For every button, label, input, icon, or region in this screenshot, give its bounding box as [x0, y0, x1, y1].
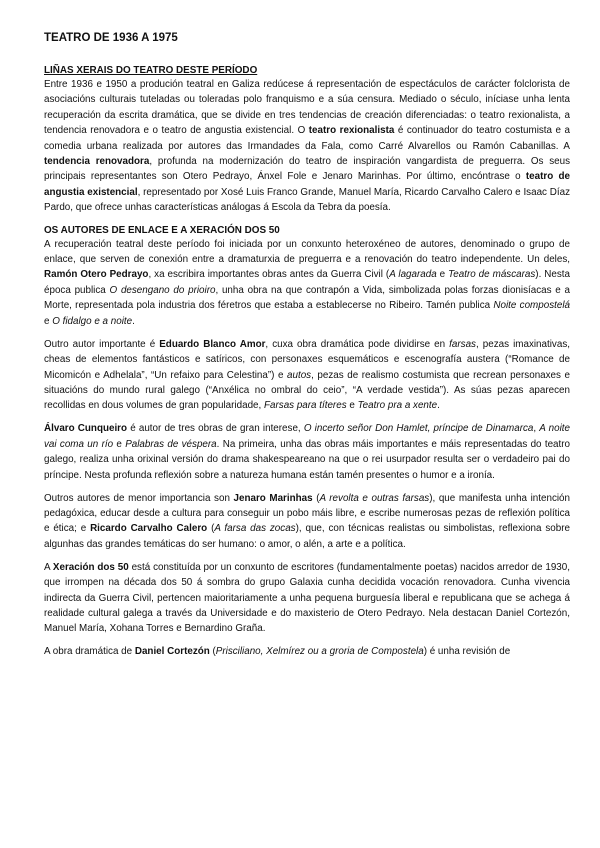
section-heading-authors: OS AUTORES DE ENLACE E A XERACIÓN DOS 50	[44, 224, 280, 236]
document-body	[44, 31, 570, 667]
paragraph: A obra dramática de Daniel Cortezón (Prisciliano, Xelmírez ou a groria de Compostela) é unha revisión de	[44, 646, 511, 658]
paragraph: Outro autor importante é Eduardo Blanco Amor, cuxa obra dramática pode dividirse en farsas, pezas imaxinativas, cheas de elementos fantásticos e satíricos, con personaxes esquemáticos e escenografía austera (“Romance de Micomicón e Adhelala”, “Un refaixo para Celestina”) e autos, pezas de realismo costumista que recrean personaxes e situacións do mundo rural galego (“Anxélica no ombral do ceio”, “A verdade vestida”). As súas pezas aparecen recollidas en dous volumes de gran popularidade, Farsas para títeres e Teatro pra a xente.	[44, 338, 570, 412]
paragraph: Álvaro Cunqueiro é autor de tres obras de gran interese, O incerto señor Don Hamlet, príncipe de Dinamarca, A noite vai coma un río e Palabras de véspera. Na primeira, unha das obras máis importantes e máis representadas do teatro galego, realiza unha orixinal versión do drama shakespeareano na que o rei usurpador resulta ser o verdadeiro pai do príncipe. Nesta profunda reflexión sobre a natureza humana están tamén presentes o humor e a ironía.	[44, 423, 571, 481]
paragraph: A recuperación teatral deste período foi iniciada por un conxunto heteroxéneo de autores, denominado o grupo de enlace, que serven de conexión entre a dramaturxia de preguerra e a renovación do teatro independente. Un deles, Ramón Otero Pedrayo, xa escribira importantes obras antes da Guerra Civil (A lagarada e Teatro de máscaras). Nesta época publica O desengano do prioiro, unha obra na que contrapón a Vida, simbolizada polas forzas dionisíacas e a Morte, representada pola industria dos féretros que estaba a establecerse no Ribeiro. Tamén publica Noite compostelá e O fidalgo e a noite.	[44, 238, 571, 327]
section-heading-general-lines: LIÑAS XERAIS DO TEATRO DESTE PERÍODO	[44, 65, 258, 76]
paragraph: A Xeración dos 50 está constituída por un conxunto de escritores (fundamentalmente poetas) nacidos arredor de 1930, que irrompen na década dos 50 á sombra do grupo Galaxia cunha decidida vocación renovadora. Cunha vivencia indirecta da Guerra Civil, pertencen maioritariamente a unha pequena burguesía liberal e republicana que se achega á realidade cultural galega a través da Universidade e do maxisterio de Otero Pedrayo. Nela destacan Daniel Cortezón, Manuel María, Xohana Torres e Bernardino Graña.	[44, 561, 570, 635]
section-authors	[44, 224, 570, 660]
paragraph: Outros autores de menor importancia son Jenaro Marinhas (A revolta e outras farsas), que manifesta unha intención pedagóxica, educar desde a cultura para conseguir un pobo máis libre, e escribe numerosas pezas de reflexión política e ética; e Ricardo Carvalho Calero (A farsa das zocas), que, con técnicas realistas ou simbolistas, reflexiona sobre algunhas das grandes temáticas do ser humano: o amor, o alén, a arte e a política.	[44, 492, 571, 550]
paragraph: Entre 1936 e 1950 a produción teatral en Galiza redúcese á representación de espectáculos de carácter folclorista de asociacións culturais tuteladas ou toleradas polo franquismo e a súa censura. Mediado o século, iníciase unha lenta recuperación da escrita dramática, que se divide en tres tendencias de creación diferenciadas: o teatro rexionalista, a tendencia renovadora e o teatro de angustia existencial. O teatro rexionalista é continuador do teatro costumista e a comedia urbana realizada por autores das Irmandades da Fala, como Carré Alvarellos ou Ramón Cabanillas. A tendencia renovadora, profunda na modernización do teatro de inspiración vangardista de preguerra. Os seus principais representantes son Otero Pedrayo, Ánxel Fole e Jenaro Marinhas. Por último, encóntrase o teatro de angustia existencial, representado por Xosé Luis Franco Grande, Manuel María, Ricardo Carvalho Calero e Isaac Díaz Pardo, que ofrece unhas características análogas á Escola da Tebra da poesía.	[44, 79, 571, 214]
page-title: TEATRO DE 1936 A 1975	[44, 32, 178, 44]
